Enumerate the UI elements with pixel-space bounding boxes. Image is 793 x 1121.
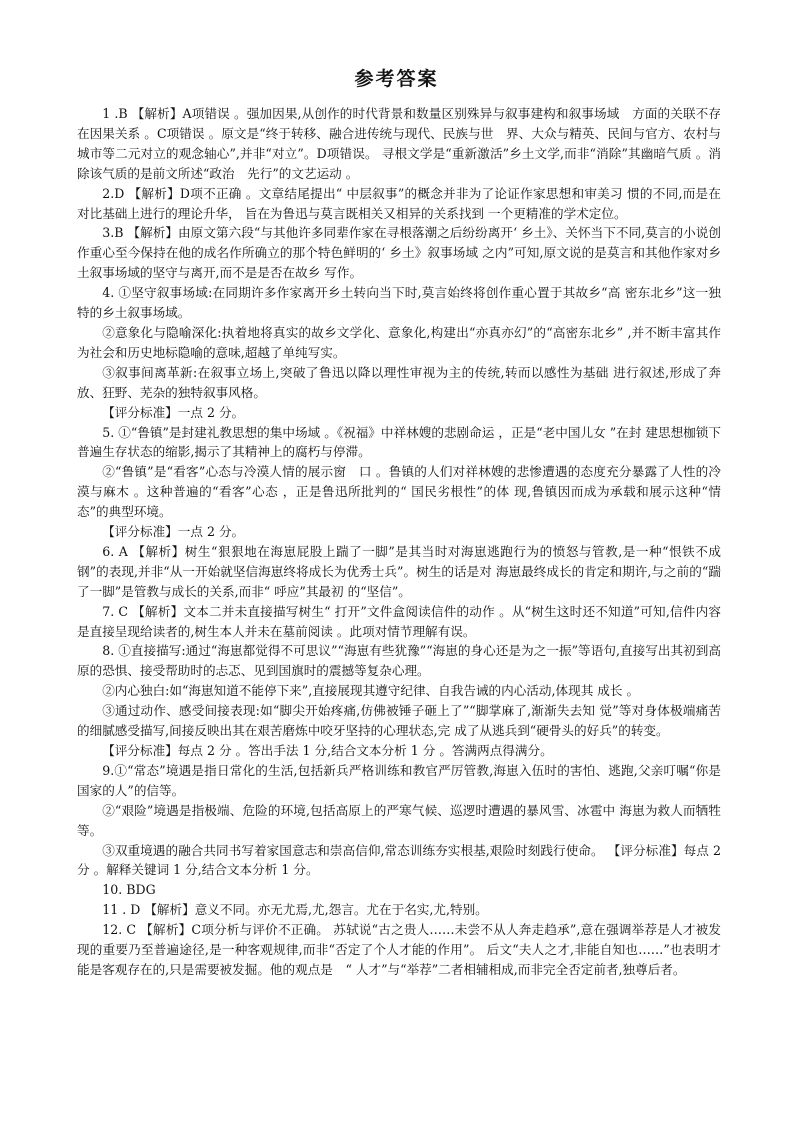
answer-paragraph: 9.①“常态”境遇是指日常化的生活,包括新兵严格训练和教官严厉管教,海崽入伍时的害怕、逃跑,父亲叮嘱“你是国家的人”的信等。 xyxy=(77,762,721,798)
answer-paragraph: 6. A 【解析】树生“狠狠地在海崽屁股上踹了一脚”是其当时对海崽逃跑行为的愤怒与管教,是一种“恨铁不成钢”的表现,并非“从一开始就坚信海崽终将成长为优秀士兵”。树生的话是对 海崽最终成长的肯定和期许,与之前的“踹了一脚”是管教与成长的关系,而非“ 呼应”其最初 的“坚信”。 xyxy=(77,543,721,599)
scoring-note: 【评分标准】一点 2 分。 xyxy=(102,524,245,540)
answer-paragraph: ②“艰险”境遇是指极端、危险的环境,包括高原上的严寒气候、巡逻时遭遇的暴风雪、冰雹中 海崽为救人而牺牲等。 xyxy=(77,802,721,838)
answer-paragraph: 5. ①“鲁镇”是封建礼教思想的集中场域 。《祝福》中祥林嫂的悲剧命运 ，正是“老中国儿女 ”在封 建思想枷锁下普遍生存状态的缩影,揭示了其精神上的腐朽与停滞。 xyxy=(77,424,721,460)
answer-paragraph: 2.D 【解析】D项不正确 。文章结尾提出“ 中层叙事”的概念并非为了论证作家思想和审美习 惯的不同,而是在对比基础上进行的理论升华， 旨在为鲁迅与莫言既相关又相异的关系找到 一个更精准的学术定位。 xyxy=(77,185,721,221)
answer-paragraph: 1 .B 【解析】A项错误 。强加因果,从创作的时代背景和数量区别殊异与叙事建构和叙事场域 方面的关联不存在因果关系 。C项错误 。原文是“终于转移、融合进传统与现代、民族与世 界、大众与精英、民间与官方、农村与城市等二元对立的观念轴心”,并非“对立”。D项错误。 寻根文学是“重新激活”乡土文学,而非“消除”其幽暗气质 。消除该气质的是前文所述“政治 先行”的文艺运动 。 xyxy=(77,106,721,181)
answer-paragraph: 12. C 【解析】C项分析与评价不正确。 苏轼说“古之贵人……未尝不从人奔走趋承”,意在强调举荐是人才被发现的重要乃至普遍途径,是一种客观规律,而非“否定了个人才能的作用”。 后文“夫人之才,非能自知也……”也表明才能是客观存在的,只是需要被发掘。他的观点是 “ 人才”与“举荐”二者相辅相成,而非完全否定前者,独尊后者。 xyxy=(77,922,721,977)
answer-paragraph: ②内心独白:如“海崽知道不能停下来”,直接展现其遵守纪律、自我告诫的内心活动,体现其 成长 。 xyxy=(102,683,640,699)
page-title: 参考答案 xyxy=(354,68,439,90)
answer-paragraph: 8. ①直接描写:通过“海崽都觉得不可思议”“海崽有些犹豫”“海崽的身心还是为之一振”等语句,直接写出其初到高原的恐惧、接受帮助时的忐忑、见到国旗时的震撼等复杂心理。 xyxy=(77,643,721,679)
answer-paragraph: ②意象化与隐喻深化:执着地将真实的故乡文学化、意象化,构建出“亦真亦幻”的“高密东北乡” ,并不断丰富其作为社会和历史地标隐喻的意味,超越了单纯写实。 xyxy=(77,324,721,360)
answer-paragraph: 11 . D 【解析】意义不同。亦无尤焉,尤,怨言。尤在于名实,尤,特别。 xyxy=(102,902,488,918)
scoring-note: 【评分标准】一点 2 分。 xyxy=(102,404,245,420)
answer-paragraph: 7. C 【解析】文本二并未直接描写树生“ 打开”文件盒阅读信件的动作 。从“树生这时还不知道”可知,信件内容是直接呈现给读者的,树生本人并未在墓前阅读 。此项对情节理解有误。 xyxy=(77,603,721,639)
answer-paragraph: ③叙事间离革新:在叙事立场上,突破了鲁迅以降以理性审视为主的传统,转而以感性为基础 进行叙述,形成了奔放、狂野、芜杂的独特叙事风格。 xyxy=(77,364,721,400)
answer-paragraph: 4. ①坚守叙事场域:在同期许多作家离开乡土转向当下时,莫言始终将创作重心置于其故乡“高 密东北乡”这一独特的乡土叙事场域。 xyxy=(77,285,721,321)
scoring-note: 【评分标准】每点 2 分 。答出手法 1 分,结合文本分析 1 分 。答满两点得满分。 xyxy=(102,743,553,758)
answer-paragraph: ③双重境遇的融合共同书写着家国意志和崇高信仰,常态训练夯实根基,艰险时刻践行使命。 【评分标准】每点 2 分 。解释关键词 1 分,结合文本分析 1 分。 xyxy=(77,842,721,878)
answer-paragraph: ②“鲁镇”是“看客”心态与冷漠人情的展示窗 口 。鲁镇的人们对祥林嫂的悲惨遭遇的态度充分暴露了人性的冷漠与麻木 。这种普遍的“看客”心态 ，正是鲁迅所批判的“ 国民劣根性”的体 现,鲁镇因而成为承载和展示这种“情态”的典型环境。 xyxy=(77,464,721,520)
answer-body xyxy=(77,104,721,980)
answer-paragraph: ③通过动作、感受间接表现:如“脚尖开始疼痛,仿佛被锤子砸上了”“脚掌麻了,渐渐失去知 觉”等对身体极端痛苦的细腻感受描写,间接反映出其在艰苦磨炼中咬牙坚持的心理状态,完 成了从逃兵到“硬骨头的好兵”的转变。 xyxy=(77,703,721,739)
answer-paragraph: 3.B 【解析】由原文第六段“与其他许多同辈作家在寻根落潮之后纷纷离开‘ 乡土》、关怀当下不同,莫言的小说创作重心至今保持在他的成名作所确立的那个特色鲜明的‘ 乡土》叙事场域 之内”可知,原文说的是莫言和其他作家对乡土叙事场域的坚守与离开,而不是是否在故乡 写作。 xyxy=(77,225,721,281)
answer-paragraph: 10. BDG xyxy=(102,882,156,898)
